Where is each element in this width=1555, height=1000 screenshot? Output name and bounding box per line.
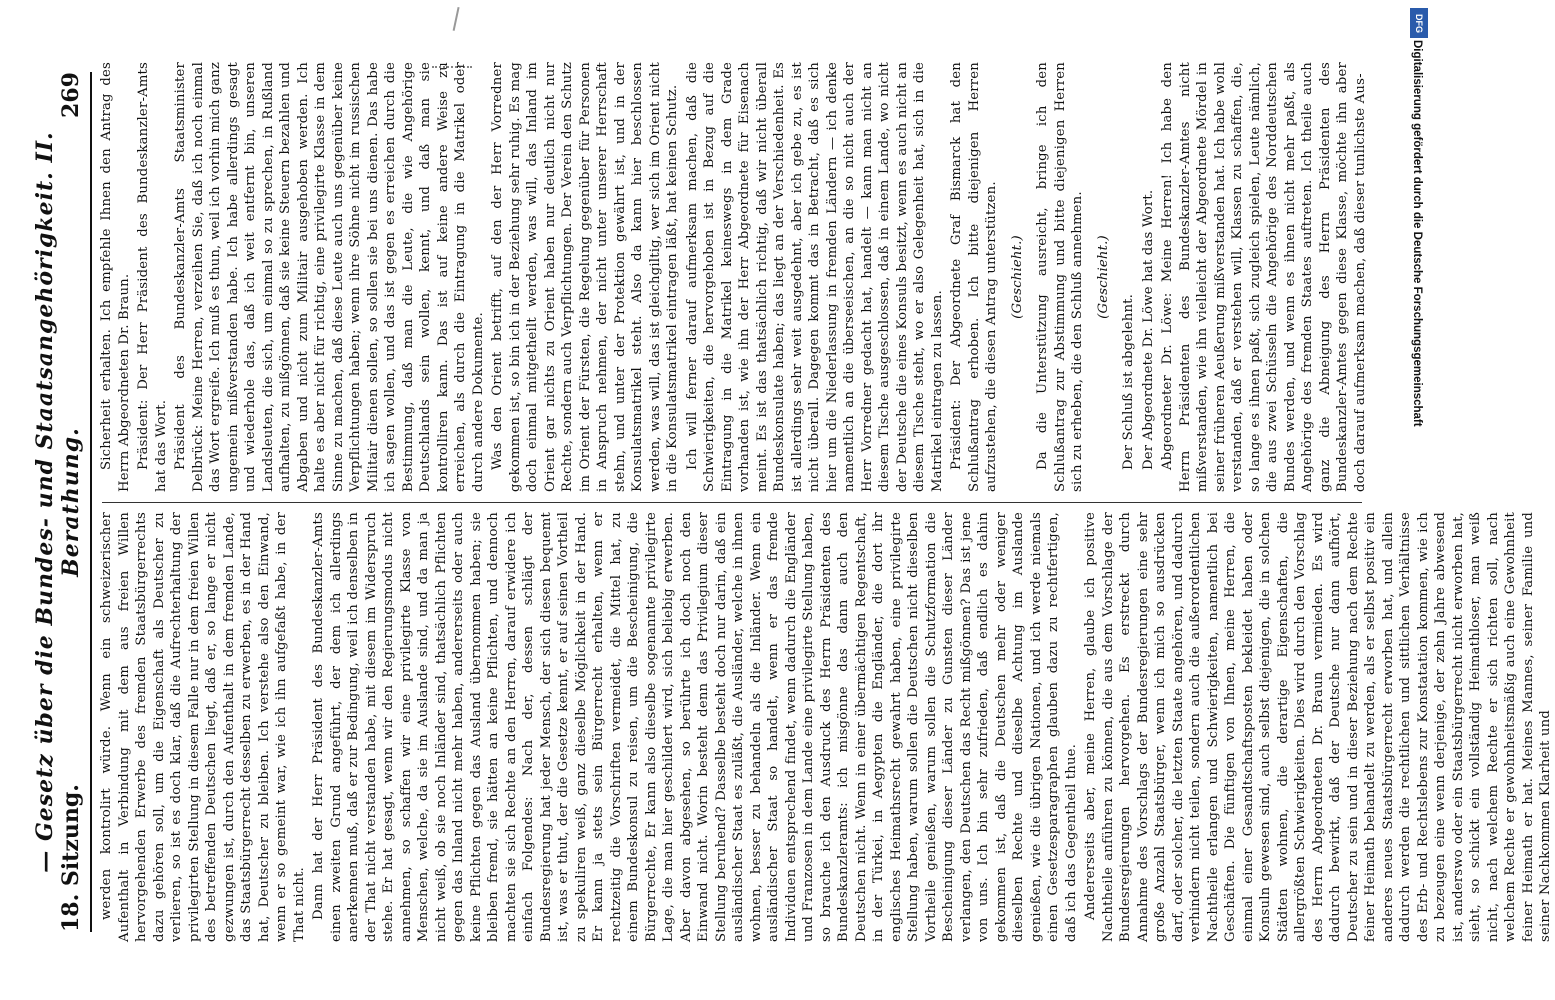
paragraph: Dann hat der Herr Präsident des Bundeskanzler-Amts einen zweiten Grund angeführt, der dem ich allerdings anerkennen muß, daß er zur Bedingung, weil ich denselben in der That nicht verstanden habe, mit diesem im Widerspruch stehe. Er hat gesagt, wenn wir den Regierungsmodus nicht annehmen, so schaffen wir eine privilegirte Klasse von Menschen, welche, da sie im Auslande sind, und da man ja nicht weiß, ob sie noch Inländer sind, thatsächlich Pflichten gegen das Inland nicht mehr haben, andererseits oder auch keine Pflichten gegen das Ausland übernommen haben; sie bleiben fremd, sie hätten an keine Pflichten, und dennoch machten sie sich Rechte an den Herren, darauf erwidere ich einfach Folgendes: Nach der, dessen schlägt der Bundesregierung hat jeder Mensch, der sich diesen bequemt ist, was er thut, der die Gesetze kennt, er auf seinen Vortheil zu spekuliren weiß, ganz dieselbe Möglichkeit in der Hand. Er kann ja stets sein Bürgerrecht erhalten, wenn er rechtzeitig die Vorschriften vermeidet, die Mittel hat, zu einem Bundeskonsul zu reisen, um die Bescheinigung, die Bürgerrechte, Er kann also dieselbe sogenannte privilegirte Lage, die man hier geschildert wird, sich beliebig erwerben. Aber davon abgesehen, so berührte ich doch noch den Einwand nicht. Worin besteht denn das Privilegium dieser Stellung beruhend? Dasselbe besteht doch nur darin, daß ein ausländischer Staat es zuläßt, die Ausländer, welche in ihnen wohnen, besser zu behandeln als die Inländer. Wenn ein ausländischer Staat so handelt, wenn er das fremde Individuen entsprechend findet, wenn dadurch die Engländer und Franzosen in dem Lande eine privilegirte Stellung haben, so brauche ich den Ausdruck des Herrn Präsidenten des Bundeskanzleramts: ich misgönne das dann auch den Deutschen nicht. Wenn in einer übermächtigen Regentschaft, in der Türkei, in Aegypten die Engländer, die dort ihr englisches Heimathsrecht gewahrt haben, eine privilegirte Stellung haben, warum sollen die Deutschen nicht dieselben Vortheile genießen, warum sollen die Schutzformation die Bescheinigung dieser Länder zu Gunsten dieser Länder verlangen, den Deutschen das Recht mißgönnen? Das ist jene von uns. Ich bin sehr zufrieden, daß endlich es dahin gekommen ist, daß die Deutschen mehr oder weniger dieselben Rechte und dieselbe Achtung im Auslande genießen, wie die übrigen Nationen, und ich werde niemals einen Gesetzesparagraphen glauben dazu zu rechtfertigen, daß ich das Gegentheil thue. — [311, 512, 1079, 942]
scan-mark — [432, 66, 472, 72]
paragraph: Präsident: Der Herr Präsident des Bundeskanzler-Amts hat das Wort. — [136, 62, 169, 492]
paragraph: Präsident des Bundeskanzler-Amts Staatsminister Delbrück: Meine Herren, verzeihen Sie, daß ich noch einmal das Wort ergreife. Ich muß es thun, weil ich vorhin mich ganz ungemein mißverstanden habe. Ich habe allerdings gesagt und wiederhole das, daß ich weit entfernt bin, unseren Landsleuten, die sich, um einmal so zu sprechen, in Rußland aufhalten, zu mißgönnen, daß sie keine Steuern bezahlen und Abgaben und nicht zum Militair ausgehoben werden. Ich halte es aber nicht für richtig, eine privilegirte Klasse in dem Sinne zu machen, daß diese Leute auch uns gegenüber keine Verpflichtungen haben; wenn ihre Söhne nicht im russischen Militair dienen sollen, so sollen sie bei uns dienen. Das habe ich sagen wollen, und das ist gegen es erreichen durch die Bestimmung, daß man die Leute, die wie Angehörige Deutschlands sein wollen, kennt, und daß man sie kontrolliren kann. Das ist auf keine andere Weise zu erreichen, als durch die Eintragung in die Matrikel oder durch andere Dokumente. — [173, 62, 486, 492]
stage-direction: (Geschieht.) — [1095, 235, 1111, 319]
stage-direction: (Geschieht.) — [1009, 235, 1025, 319]
paragraph: Der Abgeordnete Dr. Löwe hat das Wort. — [1140, 189, 1156, 470]
paragraph: Ich will ferner darauf aufmerksam machen, daß die Schwierigkeiten, die hervorgehoben ist in Bezug auf die Eintragung in die Matrikel keineswegs in dem Grade vorhanden ist, wie ihn der Herr Abgeordnete für Eisenach meint. Es ist das thatsächlich richtig, daß wir nicht überall Bundeskonsulate haben; das liegt an der Verschiedenheit. Es ist allerdings sehr weit ausgedehnt, aber ich gebe zu, es ist nicht überall. Dagegen kommt das in Betracht, daß es sich hier um die Niederlassung in fremden Ländern — ich denke namentlich an die überseeischen, an die so nicht auch der Herr Vorredner gedacht hat, handelt — kann man nicht an diesem Tische ausgeschlossen, daß in einem Lande, wo nicht der Deutsche die eines Konsuls besitzt, wenn es auch nicht an diesem Tische steht, wo er also Gelegenheit hat, sich in die Matrikel eintragen zu lassen. — [684, 62, 945, 492]
paragraph: Abgeordneter Dr. Löwe: Meine Herren! Ich habe den Herrn Präsidenten des Bundeskanzler-Amtes nicht mißverstanden, wie ihn vielleicht der Abgeordnete Mördel in seiner früheren Aeußerung mißverstanden hat. Ich habe wohl verstanden, daß er verstehen will, Klassen zu schaffen, die, so lange es ihnen paßt, sich zugleich spielen, Leute nämlich, die aus zwei Schüsseln die Angehörige des Norddeutschen Bundes werden, und wenn es ihnen nicht mehr paßt, als Angehörige des fremden Staates auftreten. Ich theile auch ganz die Abneigung des Herrn Präsidenten des Bundeskanzler-Amtes gegen diese Klasse, möchte ihn aber doch darauf aufmerksam machen, daß dieser tunlichste Aus- — [1160, 62, 1368, 492]
right-column — [98, 62, 1368, 492]
paragraph: Der Schluß ist abgelehnt. — [1121, 293, 1136, 470]
left-column — [98, 512, 1553, 942]
page-header — [32, 72, 92, 932]
page-number: 269 — [58, 72, 84, 118]
paragraph: Da die Unterstützung ausreicht, bringe ich den Schlußantrag zur Abstimmung und bitte diejenigen Herren sich zu erheben, die den Schluß annehmen. — [1035, 62, 1085, 492]
paragraph: werden kontrolirt würde. Wenn ein schweizerischer Aufenthalt in Verbindung mit dem aus freien Willen hervorgehenden Erwerbe des fremden Staatsbürgerrechts dazu gehören soll, um die Eigenschaft als Deutscher zu verlieren, so ist es doch klar, daß die Aufrechterhaltung der privilegirten Stellung in diesem Falle nur in dem freien Willen des betreffenden Deutschen liegt, daß er, so lange er nicht gezwungen ist, durch den Aufenthalt in dem fremden Lande, das Staatsbürgerrecht desselben zu erwerben, es in der Hand hat, Deutscher zu bleiben. Ich verstehe also den Einwand, wenn er so gemeint war, wie ich ihn aufgefaßt habe, in der That nicht. — [99, 512, 307, 942]
digitization-credit: Digitalisierung gefördert durch die Deutsche Forschungsgemeinschaft — [1411, 40, 1423, 427]
scan-mark — [453, 7, 470, 33]
page-title: — Gesetz über die Bundes- und Staatsangehörigkeit. II. Berathung. — [32, 131, 84, 873]
column-divider — [102, 502, 1362, 503]
session-number: 18. Sitzung. — [58, 784, 84, 932]
paragraph: Sicherheit erhalten. Ich empfehle Ihnen den Antrag des Herrn Abgeordneten Dr. Braun. — [99, 62, 132, 492]
digitization-note — [1404, 0, 1430, 1000]
paragraph: Andererseits aber, meine Herren, glaube ich positive Nachtheile anführen zu können, die aus dem Vorschlage der Bundesregierungen hervorgehen. Es erstreckt durch Annahme des Vorschlags der Bundesregierungen eine sehr große Anzahl Staatsbürger, wenn ich mich so ausdrücken darf, oder solcher, die letzten Staate angehören, und dadurch verhindern nicht teilen, sondern auch die außerordentlichen Nachtheile erlangen und Schwierigkeiten, namentlich bei Geschäften. Die fünftigen von Ihnen, meine Herren, die einmal einer Gesandtschaftsposten bekleidet haben oder Konsuln gewesen sind, auch selbst diejenigen, die in solchen Städten wohnen, die derartige Eigenschaften, die allergrößten Schwierigkeiten. Dies wird durch den Vorschlag des Herrn Abgeordneten Dr. Braun vermieden. Es wird dadurch bewirkt, daß der Deutsche nur dann aufhört, Deutscher zu sein und in dieser Beziehung nach dem Rechte feiner Heimath behandelt zu werden, als er selbst positiv ein anderes neues Staatsbürgerrecht erworben hat, und allein dadurch werden die rechtlichen und sittlichen Verhältnisse des Erb- und Rechtslebens zur Konstatation kommen, wie ich zu bezeugen eine wenn derjenige, der zehn Jahre abwesend ist, anderswo oder ein Staatsbürgerrecht nicht erworben hat, sieht, so schickt ein vollständig Heimathloser, man weiß nicht, nach welchem Rechte er sich richten soll, nach welchem Rechte er gewohnheitsmäßig auch eine Gewohnheit feiner Heimath er hat. Meines Mannes, seiner Familie und seiner Nachkommen Klarheit und — [1083, 512, 1553, 942]
dfg-logo: DFG — [1410, 8, 1428, 38]
paragraph: Was den Orient betrifft, auf den der Herr Vorredner gekommen ist, so bin ich in der Beziehung sehr ruhig. Es mag doch einmal mitgetheilt werden, was will, das Inland im Orient gar nichts zu Orient haben nur deutlich nicht nur Rechte, sondern auch Verpflichtungen. Der Verein den Schutz im Orient der Fürsten, die Regelung gegenüber für Personen in Anspruch nehmen, der nicht unter unserer Herrschaft stehn, und unter der Protektion gewährt ist, und in der Konsulatsmatrikel steht. Also da kann hier beschlossen werden, was will, das ist gleichgiltig, wer sich im Orient nicht in die Konsulatsmatrikel eintragen läßt, hat keinen Schutz. — [490, 62, 680, 492]
paragraph: Präsident: Der Abgeordnete Graf Bismarck hat den Schlußantrag erhoben. Ich bitte diejenigen Herren aufzustehen, die diesen Antrag unterstützen. — [949, 62, 999, 492]
